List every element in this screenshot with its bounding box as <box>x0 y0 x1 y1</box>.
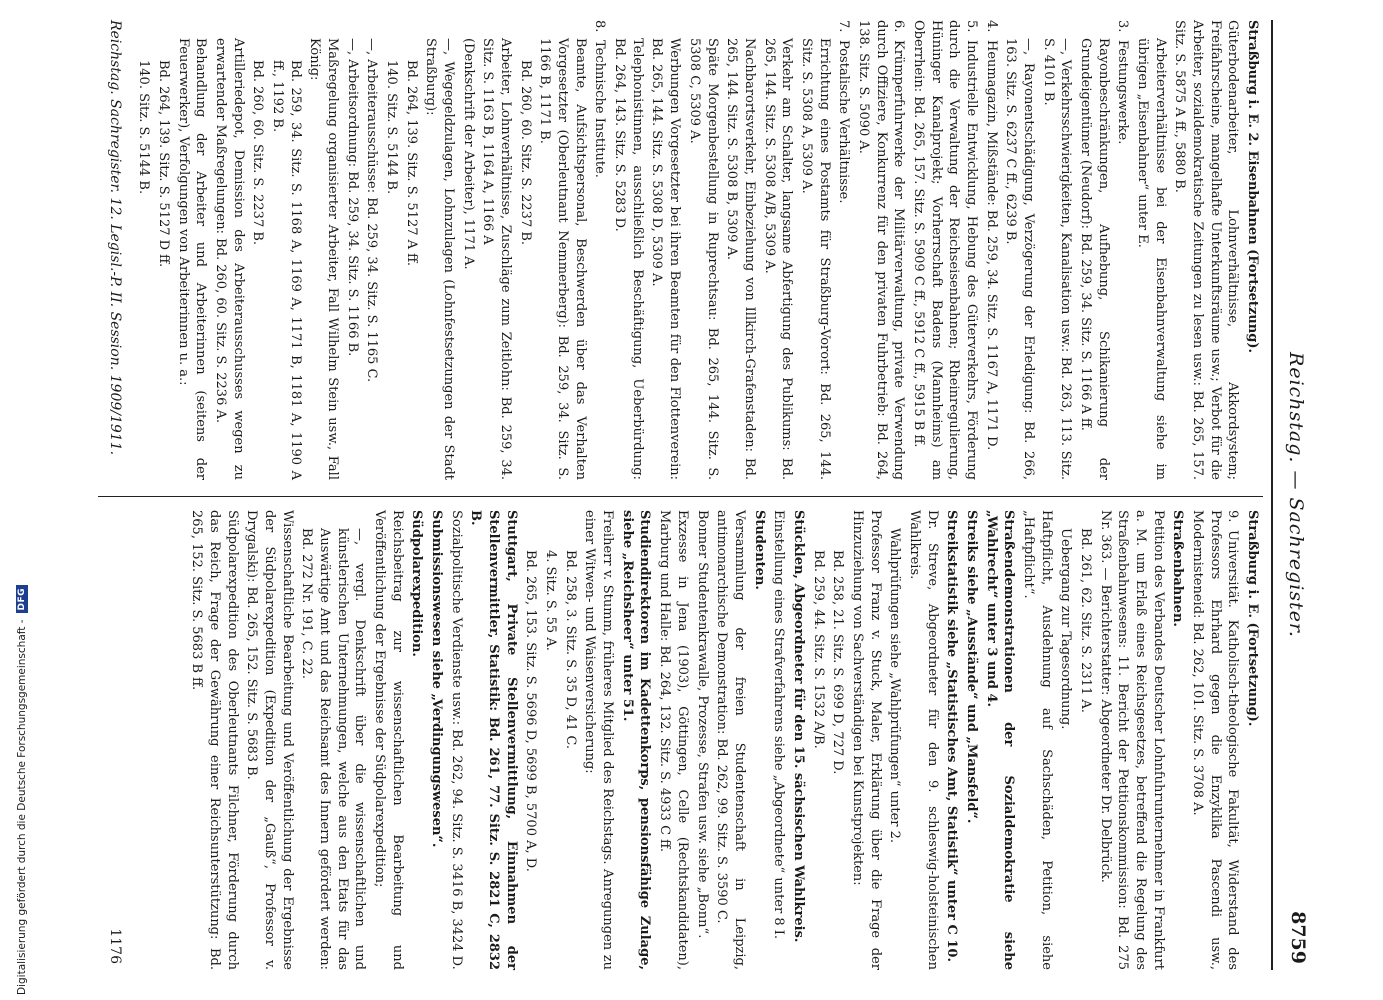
dfg-logo: DFG <box>16 585 28 614</box>
header-rule <box>1271 20 1273 970</box>
entry-text: Streikstatistik siehe „Statistisches Amt, Statistik“ unter C 10. <box>944 510 960 962</box>
entry-text: Bd. 258, 3. Sitz. S. 35 D, 41 C. <box>562 550 578 750</box>
index-entry <box>135 20 153 480</box>
index-entry <box>467 510 520 970</box>
index-entry <box>591 20 609 480</box>
entry-text: Wissenschaftliche Bearbeitung und Veröffentlichung der Ergebnisse der Südpolarexpedition (Expedition der „Gauß“, Professor v. Drygalski): Bd. 265, 152. Sitz. S. 5683 B. <box>244 510 295 970</box>
entry-text: Bd. 260, 60. Sitz. S. 2237 B. <box>517 60 533 246</box>
entry-text: Bd. 261, 62. Sitz. S. 2311 A. <box>1077 528 1093 713</box>
index-entry <box>1076 20 1111 480</box>
index-entry <box>854 20 907 480</box>
column-divider <box>98 496 1263 497</box>
entry-text: —, Arbeitsordnung: Bd. 259, 34. Sitz. S. 1166 B. <box>344 38 360 357</box>
entry-text: Professor Franz v. Stuck, Maler, Erklärung über die Frage der Hinzuziehung von Sachverständigen bei Kunstprojekten: <box>849 510 883 970</box>
index-entry <box>536 20 589 480</box>
index-entry <box>713 510 748 970</box>
entry-text: 140. Sitz. S. 5144 B. <box>384 60 400 195</box>
index-entry <box>648 20 683 480</box>
entry-text: Sozialpolitische Verdienste usw.: Bd. 262, 94. Sitz. S. 3416 B, 3424 D. <box>448 510 464 970</box>
index-entry <box>909 20 980 480</box>
entry-text: Stücklen, Abgeordneter für den 15. sächsischen Wahlkreis. <box>790 510 806 943</box>
digitization-stamp <box>16 585 28 995</box>
index-entry <box>522 510 540 970</box>
entry-text: Dr. Streve, Abgeordneter für den 9. schleswig-holsteinischen Wahlkreis. <box>906 510 940 970</box>
index-entry <box>249 20 267 480</box>
entry-text: Exzesse in Jena (1903), Göttingen, Celle (Rechtskandidaten), Marburg und Halle: Bd. 264, 132. Sitz. S. 4933 C ff. <box>657 510 690 970</box>
index-entry <box>848 510 883 970</box>
entry-text: Straßendemonstrationen der Sozialdemokratie siehe „Wahlrecht“ unter 3 und 4. <box>983 510 1017 970</box>
rotated-page <box>50 20 1315 970</box>
index-entry <box>1076 510 1094 970</box>
entry-text: Rayonbeschränkungen, Aufhebung, Schikanierung der Grundeigentümer (Neudorf): Bd. 259, 34. Sitz. S. 1166 A ff. <box>1077 38 1111 480</box>
right-column <box>186 510 1261 970</box>
entry-text: Maßregelung organisierter Arbeiter, Fall Wilhelm Stein usw., Fall König: <box>307 38 341 480</box>
entry-number: 3. <box>1115 20 1131 33</box>
index-entry <box>408 510 426 970</box>
footer-sheet-number: 1176 <box>107 928 123 964</box>
entry-text: Südpolarexpedition. <box>409 510 425 657</box>
entry-text: —, Rayonentschädigung, Verzögerung der Erledigung: Bd. 266, 163. Sitz. S. 6237 C ff., 6239 B. <box>1003 38 1036 480</box>
entry-text: Straßburg i. E. 2. Eisenbahnen (Fortsetzung). <box>1245 20 1260 353</box>
running-title: Reichstag. — Sachregister. <box>1285 352 1307 638</box>
entry-text: Bd. 258, 21. Sitz. S. 699 D, 727 D. <box>830 550 846 775</box>
index-entry <box>402 20 420 480</box>
entry-text: Güterbodenarbeiter, Lohnverhältnisse, Akkordsystem; Freifahrscheine, mangelhafte Unterkunftsräume usw.; Verbot für die Arbeiter, sozialdemokratische Zeitungen zu lesen usw.: Bd. 265, 157. Sitz. S. 5875 A ff., 5880 B. <box>1172 20 1241 480</box>
index-entry <box>789 510 807 970</box>
entry-text: Bd. 265, 153. Sitz. S. 5696 D, 5699 B, 5700 A, D. <box>523 550 539 872</box>
index-entry <box>1096 510 1167 970</box>
index-entry <box>422 20 457 480</box>
index-entry <box>541 510 559 970</box>
index-entry <box>797 20 832 480</box>
entry-text: Industrielle Entwicklung, Hebung des Güterverkehrs, Förderung durch die Verwaltung der Reichseisenbahnen; Rheinregulierung, Hüninger Kanalprojekt; Vorherrschaft Badens (Mannheims) am Oberrhein: Bd. 265, 157. Sitz. S. 5909 C ff., 5912 C ff., 5915 B ff. <box>910 20 979 480</box>
entry-text: (Denkschrift der Arbeiter), 1171 A. <box>460 38 476 270</box>
entry-text: Freiherr v. Stumm, früheres Mitglied des Reichstags. Anregungen zu einer Witwen- und Waisenversicherung: <box>582 510 616 970</box>
index-entry <box>306 20 341 480</box>
index-entry <box>174 20 209 480</box>
index-entry <box>382 20 400 480</box>
index-entry <box>693 510 711 970</box>
index-entry <box>1243 510 1261 970</box>
index-entry <box>905 510 940 970</box>
entry-text: Stuttgart, Private Stellenvermittlung, Einnahmen der Stellenvermittler, Statistik: Bd. 261, 77. Sitz. S. 2821 C, 2832 B. <box>468 510 519 970</box>
index-entry <box>943 510 961 970</box>
index-entry <box>618 510 653 970</box>
entry-text: Petition des Verbandes Deutscher Lohnfuhrunternehmer in Frankfurt a. M. um Erlaß eines Reichsgesetzes, betreffend die Regelung des Straßenbahnwesens: 11. Bericht der Petitionskommission: Bd. 275 Nr. 363. — Berichterstatter: Abgeordneter Dr. Delbrück. <box>1097 510 1166 970</box>
index-entry <box>447 510 465 970</box>
index-entry <box>1133 20 1168 480</box>
entry-text: Studiendirektoren im Kadettenkorps, pensionsfähige Zulage, siehe „Reichsheer“ unter 51. <box>619 510 653 970</box>
entry-text: Bd. 260, 60. Sitz. S. 2237 B. <box>250 60 266 246</box>
entry-text: Streiks siehe „Ausstände“ und „Mansfeld“. <box>963 510 979 824</box>
index-entry <box>760 20 795 480</box>
entry-number: 5. <box>963 20 979 33</box>
index-entry <box>809 510 827 970</box>
index-entry <box>561 510 579 970</box>
entry-text: Telephonistinnen, ausschließlich Beschäftigung, Ueberbürdung: Bd. 264, 143. Sitz. S. 5283 D. <box>612 38 645 480</box>
entry-text: Bd. 264, 139. Sitz. S. 5127 D ff. <box>156 60 172 268</box>
entry-text: Uebergang zur Tagesordnung. <box>1058 528 1074 730</box>
entry-text: Postalische Verhältnisse. <box>836 40 852 204</box>
entry-text: Versammlung der freien Studentenschaft in Leipzig, antimonarchische Demonstration: Bd. 262, 99. Sitz. S. 3590 C. <box>714 510 747 970</box>
index-entry <box>427 510 445 970</box>
index-entry <box>154 20 172 480</box>
entry-text: Bd. 259, 44. Sitz. S. 1532 A/B. <box>810 550 826 749</box>
entry-text: Straßenbahnen. <box>1170 510 1186 627</box>
entry-text: Reichsbeitrag zur wissenschaftlichen Bearbeitung und Veröffentlichung der Ergebnisse der Südpolarexpedition; <box>372 510 405 970</box>
entry-text: —, Verkehrsschwierigkeiten, Kanalisation usw.: Bd. 263, 113. Sitz. S. 4101 B. <box>1040 38 1074 480</box>
entry-text: Errichtung eines Postamts für Straßburg-Vorort: Bd. 265, 144. Sitz. S. 5308 A, 5309 A. <box>798 38 832 480</box>
index-entry <box>343 20 361 480</box>
entry-number: 6. <box>891 20 907 33</box>
index-entry <box>610 20 645 480</box>
index-entry <box>298 510 369 970</box>
entry-number: 9. <box>1225 510 1241 523</box>
index-entry <box>1171 20 1242 480</box>
footer-imprint: Reichstag. Sachregister. 12. Legisl.-P. II. Session. 1909/1911. <box>107 20 123 456</box>
entry-text: —, Wegegeldzulagen, Lohnzulagen (Lohnfestsetzungen der Stadt Straßburg): <box>423 38 457 480</box>
entry-text: —, vergl. Denkschrift über die wissenschaftlichen und künstlerischen Unternehmungen, welche aus den Etats für das Auswärtige Amt und das Reichsamt des Innern gefördert werden: Bd. 272 Nr. 191, C. 22. <box>299 528 368 970</box>
stamp-text: Digitalisierung gefördert durch die Deutsche Forschungsgemeinschaft - <box>16 619 28 995</box>
entry-text: Wahlprüfungen siehe „Wahlprüfungen“ unter 2. <box>887 528 903 844</box>
page-footer <box>93 20 123 970</box>
entry-text: Späte Morgenbestellung in Ruprechtsau: Bd. 265, 144. Sitz. S. 5308 C, 5309 A. <box>686 38 720 480</box>
entry-number: 7. <box>836 20 852 33</box>
entry-text: Arbeiter, Lohnverhältnisse, Zuschläge zum Zeitlohn: Bd. 259, 34. Sitz. S. 1163 B, 1164 A, 1166 A <box>480 38 514 480</box>
index-entry <box>211 20 246 480</box>
entry-number: 4. <box>983 20 999 33</box>
index-entry <box>1057 510 1075 970</box>
index-entry <box>1002 20 1037 480</box>
index-entry <box>188 510 241 970</box>
entry-text: Krümperfuhrwerke der Militärverwaltung, private Verwendung durch Offiziere, Konkurrenz für den privaten Fuhrbetrieb: Bd. 264, 138. Sitz. S. 5090 A. <box>855 20 907 480</box>
entry-text: Universität. Katholisch-theologische Fakultät, Widerstand des Professors Ehrhard gegen die Enzyklika Pascendi usw., Modernisteneid: Bd. 262, 101. Sitz. S. 3708 A. <box>1189 510 1241 970</box>
index-entry <box>770 510 788 970</box>
index-entry <box>962 510 980 970</box>
index-entry <box>1188 510 1241 970</box>
entry-text: Festungswerke. <box>1115 40 1131 145</box>
index-entry <box>886 510 904 970</box>
index-entry <box>685 20 720 480</box>
entry-text: Artilleriedepot, Demission des Arbeiterausschusses wegen zu erwartender Maßregelungen: Bd. 260, 60. Sitz. S. 2236 A. <box>213 38 246 480</box>
entry-text: Werbungen Vorgesetzter bei ihren Beamten für den Flottenverein: Bd. 265, 144. Sitz. S. 5308 D, 5309 A. <box>649 38 683 480</box>
entry-text: Submissionswesen siehe „Verdingungswesen“. <box>429 510 445 848</box>
index-entry <box>479 20 514 480</box>
entry-text: Straßburg i. E. (Fortsetzung). <box>1245 510 1260 727</box>
entry-text: Heumagazin, Mißstände: Bd. 259, 34. Sitz. S. 1167 A, 1171 D. <box>983 40 999 451</box>
entry-text: 140. Sitz. S. 5144 B. <box>136 60 152 195</box>
index-entry <box>1114 20 1132 480</box>
index-entry <box>982 510 1017 970</box>
index-entry <box>516 20 534 480</box>
entry-number: 8. <box>592 20 608 33</box>
entry-text: Bonner Studentenkrawalle, Prozesse, Strafen usw. siehe „Bonn“. <box>694 510 710 939</box>
entry-text: Behandlung der Arbeiter und Arbeiterinnen (seitens der Feuerwerker), Verfolgungen von Arbeiterinnen u. a.: <box>175 38 209 480</box>
index-entry <box>459 20 477 480</box>
index-entry <box>1039 20 1074 480</box>
entry-text: Bd. 264, 139. Sitz. S. 5127 A ff. <box>403 60 419 267</box>
page-header <box>1269 20 1309 970</box>
index-entry <box>243 510 296 970</box>
page-number: 8759 <box>1287 911 1309 964</box>
entry-text: Technische Institute. <box>592 40 608 178</box>
index-entry <box>656 510 691 970</box>
index-entry <box>370 510 405 970</box>
entry-text: Bd. 259, 34. Sitz. S. 1168 A, 1169 A, 1171 B, 1181 A, 1190 A ff., 1192 B. <box>270 60 303 480</box>
entry-text: Nachbarortsverkehr, Einbeziehung von Illkirch-Grafenstaden: Bd. 265, 144. Sitz. S. 5308 B, 5309 A. <box>724 38 757 480</box>
index-entry <box>363 20 381 480</box>
index-entry <box>723 20 758 480</box>
left-column <box>133 20 1261 480</box>
index-entry <box>581 510 616 970</box>
index-entry <box>835 20 853 480</box>
entry-text: Einstellung eines Strafverfahrens siehe „Abgeordnete“ unter 8 I. <box>771 510 787 940</box>
index-entry <box>1169 510 1187 970</box>
entry-text: Haftpflicht, Ausdehnung auf Sachschäden, Petition, siehe „Haftpflicht“. <box>1020 510 1054 970</box>
entry-text: Beamte, Aufsichtspersonal, Beschwerden über das Verhalten Vorgesetzter (Oberleutnant Nemmerberg): Bd. 259, 34. Sitz. S. 1166 B, 1171 B. <box>537 38 588 480</box>
entry-text: Südpolarexpedition des Oberleutnants Filchner, Förderung durch das Reich, Frage der Gewährung einer Reichsunterstützung: Bd. 265, 152. Sitz. S. 5683 B ff. <box>189 510 240 970</box>
entry-text: Studenten. <box>751 510 767 590</box>
index-entry <box>829 510 847 970</box>
index-entry <box>1019 510 1054 970</box>
entry-text: —, Arbeiterausschüsse: Bd. 259, 34. Sitz. S. 1165 C. <box>364 38 380 383</box>
entry-text: 4. Sitz. S. 55 A. <box>543 550 559 651</box>
index-entry <box>982 20 1000 480</box>
index-entry <box>268 20 303 480</box>
index-entry <box>1243 20 1261 480</box>
entry-text: Verkehr am Schalter, langsame Abfertigung des Publikums: Bd. 265, 144. Sitz. S. 5308 A/B, 5309 A. <box>761 38 795 480</box>
index-entry <box>750 510 768 970</box>
entry-text: Arbeiterverhältnisse bei der Eisenbahnverwaltung siehe im übrigen „Eisenbahner“ unter E. <box>1134 38 1168 480</box>
